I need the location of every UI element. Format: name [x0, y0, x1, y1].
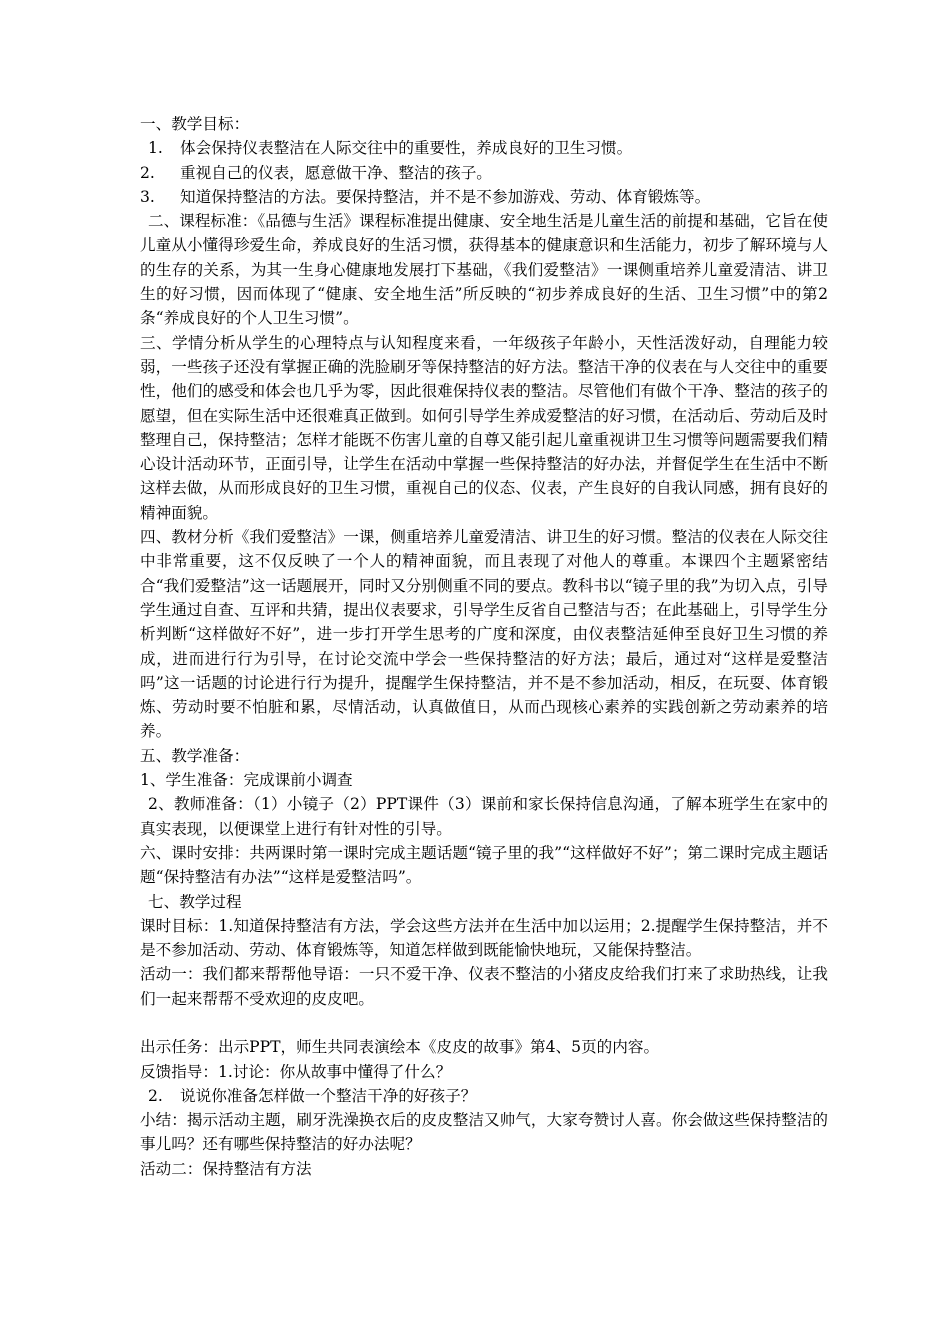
- feedback-number: 2.: [148, 1086, 163, 1105]
- goal-text: 重视自己的仪表，愿意做干净、整洁的孩子。: [180, 163, 492, 182]
- goals-heading: 一、教学目标：: [140, 115, 250, 133]
- summary-paragraph: 小结：揭示活动主题，刷牙洗澡换衣后的皮皮整洁又帅气，大家夸赞讨人喜。你会做这些保持整洁的事儿吗？还有哪些保持整洁的好办法呢？: [140, 1111, 828, 1154]
- schedule-paragraph: 六、课时安排：共两课时第一课时完成主题话题“镜子里的我”“这样做好不好”；第二课时完成主题话题“保持整洁有办法”“这样是爱整洁吗”。: [140, 843, 828, 887]
- standards-paragraph: 二、课程标准：《品德与生活》课程标准提出健康、安全地生活是儿童生活的前提和基础，它旨在使儿童从小懂得珍爱生命，养成良好的生活习惯，获得基本的健康意识和生活能力，初步了解环境与人的生存的关系，为其一生身心健康地发展打下基础，《我们爱整洁》一课侧重培养儿童爱清洁、讲卫生的好习惯，因而体现了“健康、安全地生活”所反映的“初步养成良好的生活、卫生习惯”中的第2条“养成良好的个人卫生习惯”。: [140, 212, 828, 328]
- prep-student: 1、学生准备：完成课前小调查: [140, 771, 353, 790]
- activity-two-heading: 活动二：保持整洁有方法: [140, 1159, 312, 1178]
- feedback-text: 说说你准备怎样做一个整洁干净的好孩子？: [180, 1086, 477, 1105]
- document-body: [140, 112, 828, 1181]
- goal-item-2: [140, 161, 828, 185]
- goal-number: 2.: [140, 163, 155, 182]
- prep-teacher: 2、教师准备：（1）小镜子（2）PPT课件（3）课前和家长保持信息沟通，了解本班学生在家中的真实表现，以便课堂上进行有针对性的引导。: [140, 795, 828, 838]
- material-analysis-paragraph: 四、教材分析《我们爱整洁》一课，侧重培养儿童爱清洁、讲卫生的好习惯。整洁的仪表在人际交往中非常重要，这不仅反映了一个人的精神面貌，而且表现了对他人的尊重。本课四个主题紧密结合“我们爱整洁”这一话题展开，同时又分别侧重不同的要点。教科书以“镜子里的我”为切入点，引导学生通过自查、互评和共猜，提出仪表要求，引导学生反省自己整洁与否；在此基础上，引导学生分析判断“这样做好不好”，进一步打开学生思考的广度和深度，由仪表整洁延伸至良好卫生习惯的养成，进而进行行为引导，在讨论交流中学会一些保持整洁的好方法；最后，通过对“这样是爱整洁吗”这一话题的讨论进行行为提升，提醒学生保持整洁，并不是不参加活动，相反，在玩耍、体育锻炼、劳动时要不怕脏和累，尽情活动，认真做值日，从而凸现核心素养的实践创新之劳动素养的培养。: [140, 528, 828, 741]
- lesson-goal-paragraph: 课时目标：1.知道保持整洁有方法，学会这些方法并在生活中加以运用；2.提醒学生保持整洁，并不是不参加活动、劳动、体育锻炼等，知道怎样做到既能愉快地玩，又能保持整洁。: [140, 916, 828, 960]
- feedback-item-2: [140, 1084, 828, 1108]
- goal-item-3: [140, 185, 828, 209]
- goal-number: 1.: [148, 139, 163, 158]
- blank-line: [140, 1011, 828, 1035]
- feedback-paragraph: 反馈指导：1.讨论：你从故事中懂得了什么？: [140, 1062, 452, 1081]
- process-heading: 七、教学过程: [148, 892, 242, 911]
- learner-analysis-paragraph: 三、学情分析从学生的心理特点与认知程度来看，一年级孩子年龄小，天性活泼好动，自理能力较弱，一些孩子还没有掌握正确的洗脸刷牙等保持整洁的好方法。整洁干净的仪表在与人交往中的重要性，他们的感受和体会也几乎为零，因此很难保持仪表的整洁。尽管他们有做个干净、整洁的孩子的愿望，但在实际生活中还很难真正做到。如何引导学生养成爱整洁的好习惯，在活动后、劳动后及时整理自己，保持整洁；怎样才能既不伤害儿童的自尊又能引起儿童重视讲卫生习惯等问题需要我们精心设计活动环节，正面引导，让学生在活动中掌握一些保持整洁的好办法，并督促学生在生活中不断这样去做，从而形成良好的卫生习惯，重视自己的仪态、仪表，产生良好的自我认同感，拥有良好的精神面貌。: [140, 333, 828, 522]
- goal-item-1: [140, 136, 828, 160]
- goal-number: 3.: [140, 187, 155, 206]
- prep-heading: 五、教学准备：: [140, 746, 250, 765]
- goal-text: 知道保持整洁的方法。要保持整洁，并不是不参加游戏、劳动、体育锻炼等。: [180, 187, 711, 206]
- task-paragraph: 出示任务：出示PPT，师生共同表演绘本《皮皮的故事》第4、5页的内容。: [140, 1038, 660, 1057]
- goal-text: 体会保持仪表整洁在人际交往中的重要性，养成良好的卫生习惯。: [180, 139, 633, 158]
- activity-one-paragraph: 活动一：我们都来帮帮他导语：一只不爱干净、仪表不整洁的小猪皮皮给我们打来了求助热线，让我们一起来帮帮不受欢迎的皮皮吧。: [140, 965, 828, 1008]
